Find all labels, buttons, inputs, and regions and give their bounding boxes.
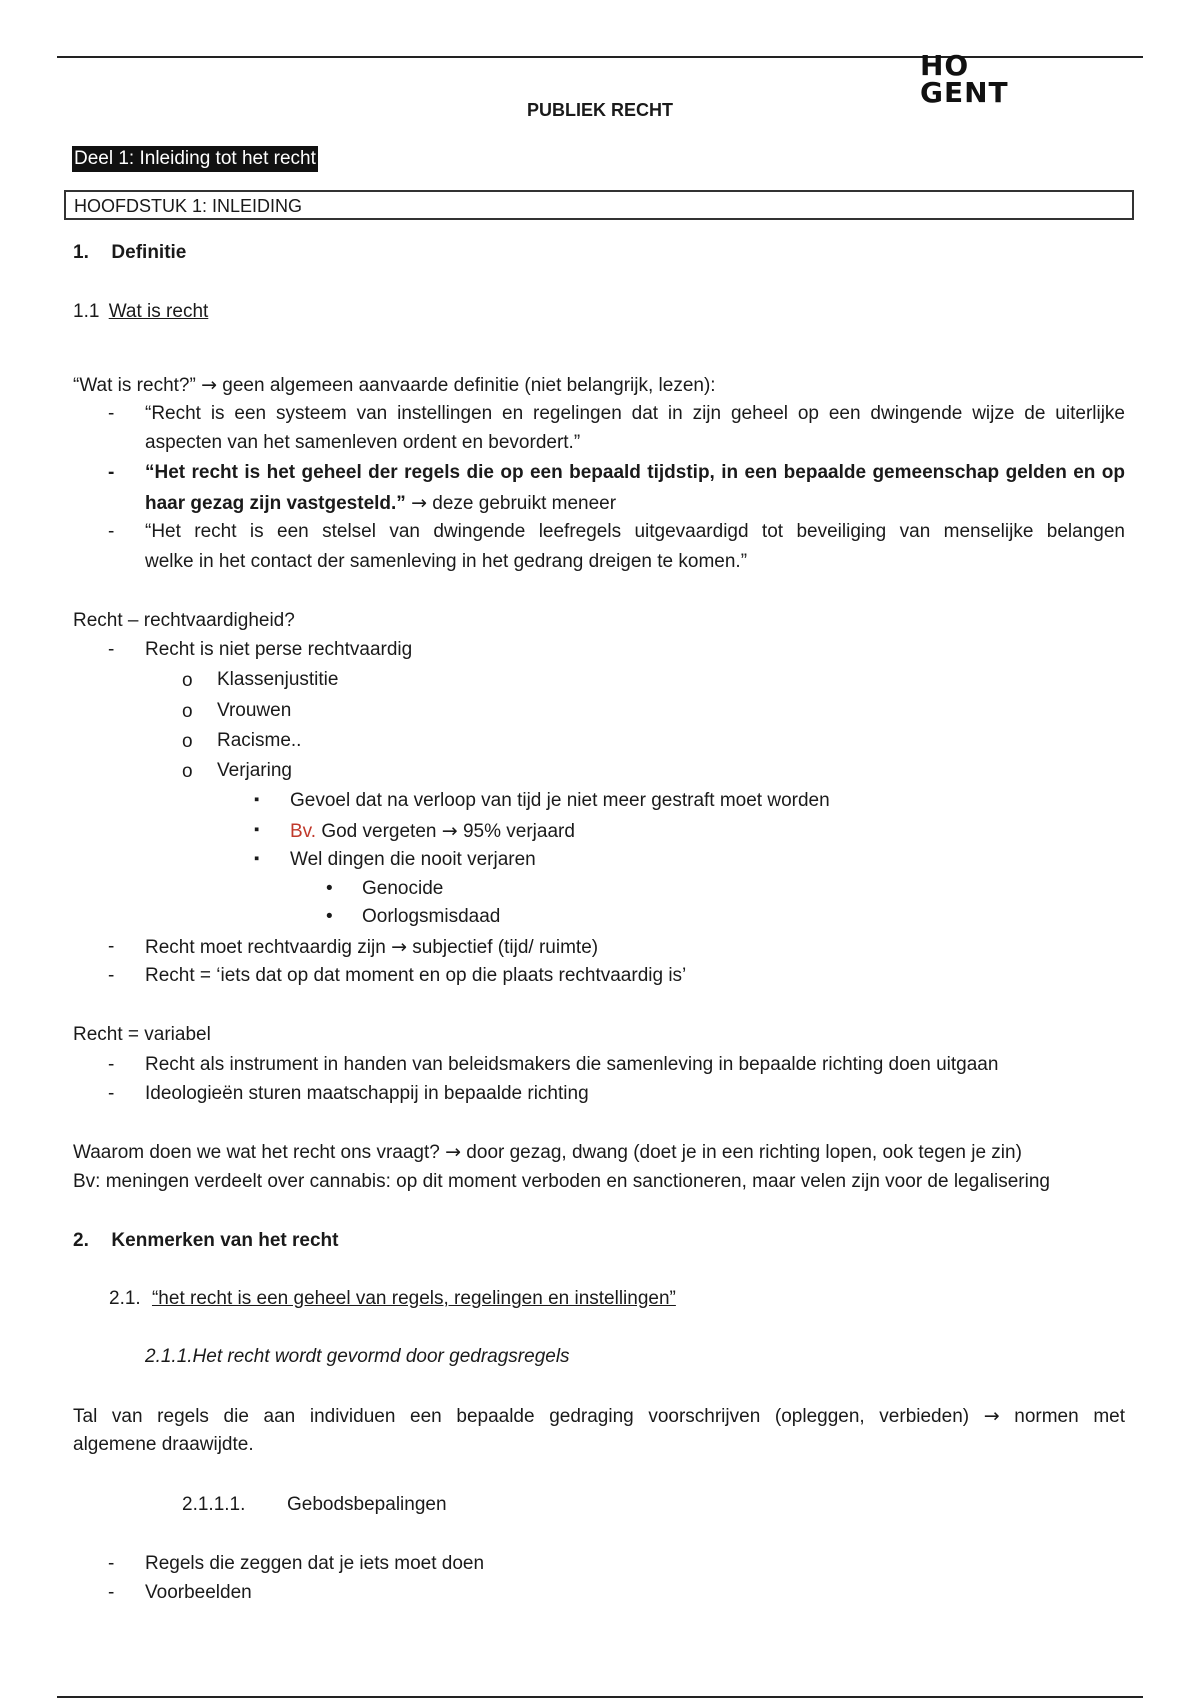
verjaring-item-1: Gevoel dat na verloop van tijd je niet meer gestraft moet worden — [290, 790, 830, 811]
cannabis-example: Bv: meningen verdeelt over cannabis: op dit moment verboden en sanctioneren, maar velen zijn voor de legalisering — [73, 1171, 1050, 1192]
justice-item-2 — [145, 936, 598, 959]
dash-marker: - — [108, 403, 115, 424]
dash-marker: - — [108, 1054, 115, 1075]
dash-marker: - — [108, 965, 115, 986]
arrow-icon: → — [201, 374, 218, 396]
variable-heading: Recht = variabel — [73, 1024, 211, 1045]
dash-marker: - — [108, 521, 115, 542]
arrow-icon: → — [983, 1405, 1000, 1427]
document-title: PUBLIEK RECHT — [526, 100, 673, 120]
circle-marker: o — [182, 701, 193, 722]
justice-sub-item: Racisme.. — [217, 730, 302, 751]
bullet-marker: • — [326, 878, 333, 899]
hogent-logo — [920, 49, 1009, 109]
section-2-number: 2. — [73, 1230, 89, 1251]
logo-line-2: GENT — [920, 76, 1009, 109]
circle-marker: o — [182, 761, 193, 782]
definition-2-note: deze gebruikt meneer — [427, 493, 617, 514]
subsection-2-1-number: 2.1. — [109, 1288, 141, 1309]
dash-marker: - — [108, 936, 115, 957]
definition-2-line-2 — [145, 492, 616, 515]
example-prefix: Bv. — [290, 821, 317, 842]
verjaring-item-2 — [290, 820, 575, 843]
section-1-title: Definitie — [111, 242, 187, 263]
chapter-heading: HOOFDSTUK 1: INLEIDING — [74, 196, 303, 216]
never-expire-item: Oorlogsmisdaad — [362, 906, 501, 927]
section-2-heading — [73, 1230, 338, 1252]
footer-rule — [57, 1696, 1143, 1698]
definition-1-line-1: “Recht is een systeem van instellingen en regelingen dat in zijn geheel op een dwingende wijze de uiterlijke — [145, 403, 1125, 424]
justice-item-2-note: subjectief (tijd/ ruimte) — [406, 937, 599, 958]
section-1-heading — [73, 242, 186, 264]
subsection-2-1-heading — [109, 1288, 676, 1310]
subsection-2-1-1-1-title: Gebodsbepalingen — [287, 1494, 447, 1515]
square-marker: ▪ — [254, 791, 260, 808]
why-text: Waarom doen we wat het recht ons vraagt? — [73, 1142, 446, 1163]
subsection-1-1-heading — [73, 301, 208, 323]
dash-marker: - — [108, 462, 115, 483]
variable-item-1: Recht als instrument in handen van beleidsmakers die samenleving in bepaalde richting doen uitgaan — [145, 1054, 999, 1075]
dash-marker: - — [108, 1553, 115, 1574]
question-text-cont: geen algemeen aanvaarde definitie (niet belangrijk, lezen): — [217, 375, 716, 396]
dash-marker: - — [108, 639, 115, 660]
justice-sub-item: Vrouwen — [217, 700, 292, 721]
chapter-heading-box — [64, 190, 1134, 220]
rules-paragraph-line-2: algemene draawijdte. — [73, 1434, 254, 1455]
justice-heading: Recht – rechtvaardigheid? — [73, 610, 295, 631]
justice-item-1: Recht is niet perse rechtvaardig — [145, 639, 413, 660]
square-marker: ▪ — [254, 850, 260, 867]
circle-marker: o — [182, 731, 193, 752]
bullet-marker: • — [326, 906, 333, 927]
definition-3-line-2: welke in het contact der samenleving in het gedrang dreigen te komen.” — [145, 551, 748, 572]
example-result: 95% verjaard — [457, 821, 575, 842]
never-expire-item: Genocide — [362, 878, 444, 899]
section-1-number: 1. — [73, 242, 89, 263]
justice-item-3: Recht = ‘iets dat op dat moment en op die plaats rechtvaardig is’ — [145, 965, 687, 986]
justice-item-2-text: Recht moet rechtvaardig zijn — [145, 937, 392, 958]
definition-3-line-1: “Het recht is een stelsel van dwingende leefregels uitgevaardigd tot beveiliging van menselijke belangen — [145, 521, 1125, 542]
subsection-1-1-number: 1.1 — [73, 301, 100, 322]
gebod-item-2: Voorbeelden — [145, 1582, 252, 1603]
arrow-icon: → — [445, 1141, 462, 1163]
justice-sub-item: Verjaring — [217, 760, 292, 781]
gebod-item-1: Regels die zeggen dat je iets moet doen — [145, 1553, 485, 1574]
part-label: Deel 1: Inleiding tot het recht — [72, 146, 318, 172]
logo-line-1: HO — [920, 49, 970, 82]
rules-paragraph-end: normen met — [999, 1406, 1125, 1427]
dash-marker: - — [108, 1083, 115, 1104]
dash-marker: - — [108, 1582, 115, 1603]
subsection-2-1-1-heading: 2.1.1.Het recht wordt gevormd door gedragsregels — [145, 1346, 570, 1367]
subsection-2-1-title: “het recht is een geheel van regels, regelingen en instellingen” — [151, 1288, 676, 1309]
subsection-2-1-1-1-number: 2.1.1.1. — [182, 1494, 246, 1515]
definition-1-line-2: aspecten van het samenleven ordent en bevordert.” — [145, 432, 581, 453]
subsection-1-1-title: Wat is recht — [108, 301, 209, 322]
justice-sub-item: Klassenjustitie — [217, 669, 339, 690]
definition-question — [73, 374, 716, 397]
verjaring-item-3: Wel dingen die nooit verjaren — [290, 849, 536, 870]
arrow-icon: → — [411, 492, 428, 514]
variable-item-2: Ideologieën sturen maatschappij in bepaalde richting — [145, 1083, 589, 1104]
rules-paragraph-text: Tal van regels die aan individuen een bepaalde gedraging voorschrijven (opleggen, verbieden) — [73, 1406, 984, 1427]
why-question — [73, 1141, 1022, 1164]
arrow-icon: → — [391, 936, 407, 958]
arrow-icon: → — [441, 820, 458, 842]
square-marker: ▪ — [254, 821, 260, 838]
definition-2-line-1: “Het recht is het geheel der regels die op een bepaald tijdstip, in een bepaalde gemeenschap gelden en op — [145, 462, 1125, 483]
rules-paragraph-line-1 — [73, 1405, 1125, 1428]
question-text: “Wat is recht?” — [73, 375, 202, 396]
why-answer: door gezag, dwang (doet je in een richting lopen, ook tegen je zin) — [461, 1142, 1022, 1163]
circle-marker: o — [182, 670, 193, 691]
example-text: God vergeten — [316, 821, 442, 842]
section-2-title: Kenmerken van het recht — [111, 1230, 339, 1251]
definition-2-bold: haar gezag zijn vastgesteld.” — [145, 493, 412, 514]
